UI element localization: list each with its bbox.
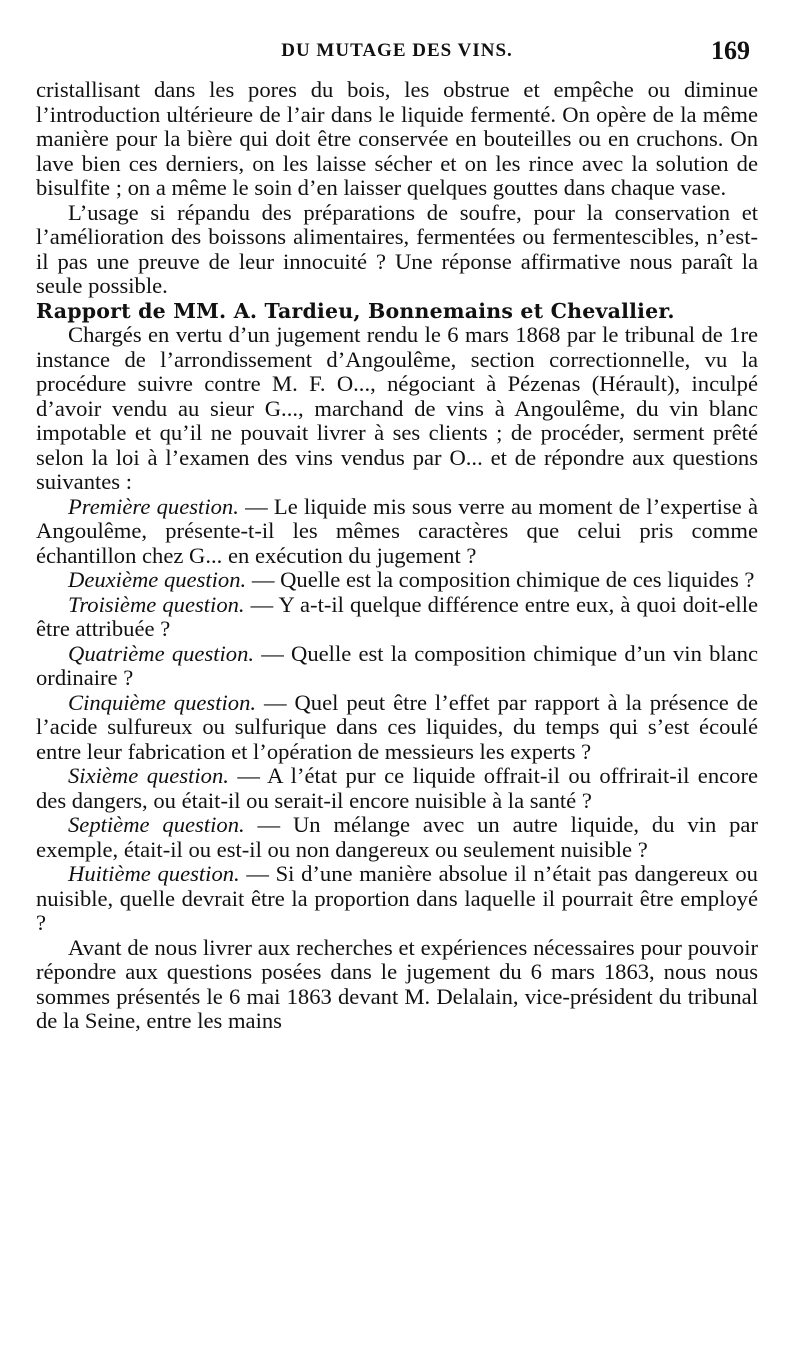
page-number: 169 xyxy=(711,36,750,65)
question-text: — Quelle est la composition chimique de ces liquides ? xyxy=(246,567,755,592)
question-label: Quatrième question. xyxy=(68,640,255,666)
section-heading: Rapport de MM. A. Tardieu, Bonnemains et Chevallier. xyxy=(36,298,675,323)
question-label: Première question. xyxy=(68,493,239,519)
question-7 xyxy=(36,813,758,862)
question-6 xyxy=(36,764,758,813)
question-5 xyxy=(36,691,758,765)
question-label: Septième question. xyxy=(68,812,245,837)
paragraph-continuation: cristallisant dans les pores du bois, les obstrue et empêche ou diminue l’introduction ultérieure de l’air dans le liquide fermenté. On opère de la même manière pour la bière qui doit être conservée en bouteilles ou en cruchons. On lave bien ces derniers, on les laisse sécher et on les rince avec la solution de bisulfite ; on a même le soin d’en laisser quelques gouttes dans chaque vase. xyxy=(36,77,758,200)
paragraph-closing: Avant de nous livrer aux recherches et expériences nécessaires pour pouvoir répondre aux questions posées dans le jugement du 6 mars 1863, nous nous sommes présentés le 6 mai 1863 devant M. Delalain, vice-président du tribunal de la Seine, entre les mains xyxy=(36,934,758,1033)
question-label: Huitième question. xyxy=(68,861,240,886)
question-text: — Quel peut être l’effet par rapport à la présence de l’acide sulfureux ou sulfurique dans ces liquides, du temps qui s’est écoulé entre leur fabrication et l’opération de messieurs les experts ? xyxy=(36,689,759,764)
running-head xyxy=(36,28,758,78)
question-text: — A l’état pur ce liquide offrait-il ou offrirait-il encore des dangers, ou était-il ou serait-il encore nuisible à la santé ? xyxy=(36,763,758,813)
paragraph-intro: Chargés en vertu d’un jugement rendu le 6 mars 1868 par le tribunal de 1re instance de l’arrondissement d’Angoulême, section correctionnelle, vu la procédure suivre contre M. F. O..., négociant à Pézenas (Hérault), inculpé d’avoir vendu au sieur G..., marchand de vins à Angoulême, du vin blanc impotable et qu’il ne pouvait livrer à ses clients ; de procéder, serment prêté selon la loi à l’examen des vins vendus par O... et de répondre aux questions suivantes : xyxy=(36,322,758,494)
paragraph-innocuity: L’usage si répandu des préparations de soufre, pour la conservation et l’amélioration des boissons alimentaires, fermentées ou fermentescibles, n’est-il pas une preuve de leur innocuité ? Une réponse affirmative nous paraît la seule possible. xyxy=(36,199,758,298)
question-text: — Y a-t-il quelque différence entre eux, à quoi doit-elle être attribuée ? xyxy=(36,591,758,641)
question-label: Deuxième question. xyxy=(68,567,247,592)
question-text: — Un mélange avec un autre liquide, du vin par exemple, était-il ou est-il ou non dangereux ou seulement nuisible ? xyxy=(36,812,758,862)
running-title: DU MUTAGE DES VINS. xyxy=(281,40,513,61)
question-text: — Le liquide mis sous verre au moment de l’expertise à Angoulême, présente-t-il les mêmes caractères que celui pris comme échantillon chez G... en exécution du jugement ? xyxy=(36,493,758,568)
question-label: Sixième question. xyxy=(68,763,229,788)
question-8 xyxy=(36,862,758,936)
question-4 xyxy=(36,642,758,691)
question-text: — Si d’une manière absolue il n’était pas dangereux ou nuisible, quelle devrait être la proportion dans laquelle il pourrait être employé ? xyxy=(36,861,758,935)
question-1 xyxy=(36,495,758,569)
question-2 xyxy=(36,568,758,593)
question-label: Troisième question. xyxy=(68,591,245,617)
question-label: Cinquième question. xyxy=(68,689,257,715)
question-text: — Quelle est la composition chimique d’un vin blanc ordinaire ? xyxy=(36,640,758,690)
question-3 xyxy=(36,593,758,642)
body-text xyxy=(36,78,758,1034)
